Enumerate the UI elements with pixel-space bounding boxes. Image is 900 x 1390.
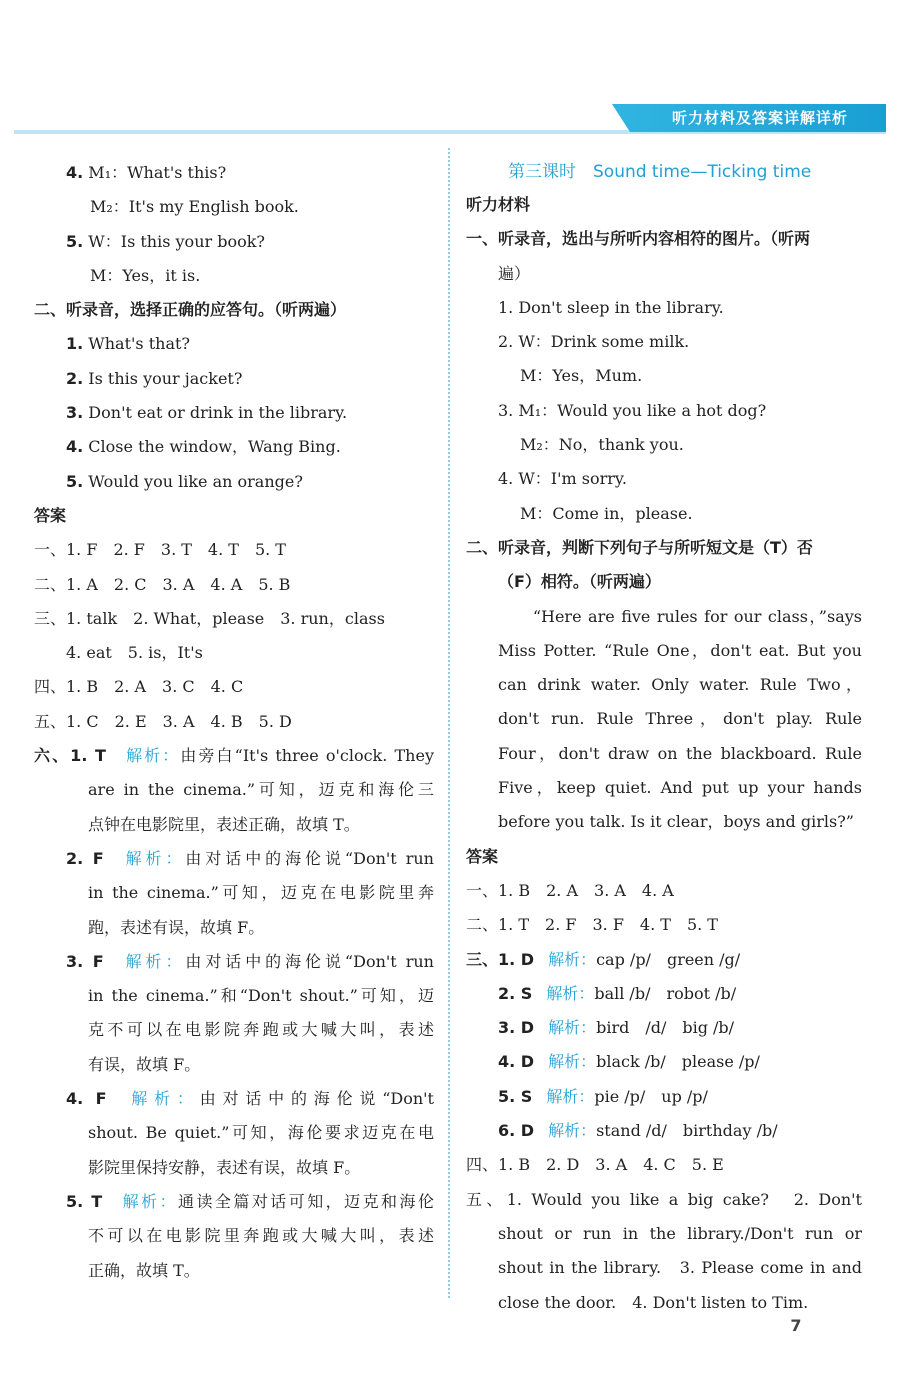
line-text: 一、1. F 2. F 3. T 4. T 5. T (34, 540, 286, 560)
text-line (34, 568, 434, 602)
analysis-label: 解析： (546, 983, 595, 1003)
line-text: 四、1. B 2. A 3. C 4. C (34, 677, 244, 697)
phonics-text: black /b/ please /p/ (596, 1052, 760, 1072)
section-heading: 答案 (466, 846, 499, 866)
analysis-line (34, 1185, 434, 1219)
text-line (466, 1217, 862, 1251)
analysis-text: 点钟在电影院里，表述正确，故填 T。 (88, 814, 360, 834)
analysis-line (34, 1151, 434, 1185)
line-text: 2. W：Drink some milk. (498, 332, 690, 352)
analysis-text: 影院里保持安静，表述有误，故填 F。 (88, 1157, 361, 1177)
line-text: Don't eat or drink in the library. (83, 403, 348, 423)
text-line (466, 291, 862, 325)
line-text: Would you like an orange? (83, 471, 303, 491)
analysis-label: 解析： (548, 1052, 597, 1072)
line-text: “Here are five rules for our class，”says (498, 606, 862, 626)
line-text: can drink water. Only water. Rule Two， (498, 675, 862, 695)
analysis-text: in the cinema.”可知，迈克在电影院里奔 (88, 883, 434, 903)
analysis-label: 解析： (548, 1121, 597, 1141)
line-text: M：Come in，please. (520, 503, 693, 523)
text-line (34, 430, 434, 464)
text-line (34, 327, 434, 361)
line-text: M₂：No，thank you. (520, 435, 684, 455)
line-text: Miss Potter. “Rule One，don't eat. But you (498, 640, 862, 660)
answer-prefix: 3. D (498, 1018, 535, 1038)
phonics-line (466, 1011, 862, 1045)
analysis-line (34, 1048, 434, 1082)
line-text: before you talk. Is it clear，boys and girls?” (498, 812, 854, 832)
text-line (34, 396, 434, 430)
text-line (34, 602, 434, 636)
text-line (466, 908, 862, 942)
section-heading-text: 听录音，选择正确的应答句。（听两遍） (66, 300, 347, 320)
analysis-text: 由旁白“It's three o'clock. They (180, 746, 434, 766)
line-text: shout in the library. 3. Please come in and (498, 1258, 862, 1278)
phonics-text: bird /d/ big /b/ (596, 1018, 735, 1038)
analysis-text: are in the cinema.”可知，迈克和海伦三 (88, 780, 434, 800)
phonics-text: stand /d/ birthday /b/ (596, 1121, 778, 1141)
analysis-line (34, 739, 434, 773)
text-line (466, 394, 862, 428)
analysis-text: 由对话中的海伦说“Don't run (185, 951, 434, 971)
analysis-line (34, 808, 434, 842)
line-text: Five，keep quiet. And put up your hands (498, 778, 862, 798)
text-line (466, 531, 862, 565)
line-text: 一、1. B 2. A 3. A 4. A (466, 880, 674, 900)
answer-prefix: 5. S (498, 1086, 533, 1106)
item-number: 3. (66, 403, 84, 423)
text-line (466, 222, 862, 256)
line-text: W：Is this your book? (83, 231, 266, 251)
text-line (34, 499, 434, 533)
phonics-line (466, 1045, 862, 1079)
analysis-line (34, 1013, 434, 1047)
answer-prefix: 2. S (498, 983, 533, 1003)
analysis-text: 正确，故填 T。 (88, 1260, 200, 1280)
analysis-text: 通读全篇对话可知，迈克和海伦 (178, 1191, 434, 1211)
analysis-label: 解析： (121, 951, 186, 971)
text-line (466, 874, 862, 908)
analysis-text: 有误，故填 F。 (88, 1054, 201, 1074)
answer-prefix: 三、1. D (466, 949, 535, 969)
analysis-label: 解析： (546, 1086, 595, 1106)
line-text: 遍） (498, 263, 531, 283)
left-column (34, 156, 434, 1288)
analysis-text: 跑，表述有误，故填 F。 (88, 917, 265, 937)
text-line (34, 259, 434, 293)
analysis-label: 解析： (120, 1191, 178, 1211)
phonics-line (466, 1080, 862, 1114)
line-text: 二、1. A 2. C 3. A 4. A 5. B (34, 574, 291, 594)
line-text: 1. Don't sleep in the library. (498, 297, 724, 317)
text-line (466, 462, 862, 496)
analysis-line (34, 1082, 434, 1116)
line-text: Is this your jacket? (83, 368, 243, 388)
analysis-line (34, 1254, 434, 1288)
line-text: 3. M₁：Would you like a hot dog? (498, 400, 767, 420)
text-line (466, 1148, 862, 1182)
lesson-title: 第三课时 Sound time—Ticking time (508, 162, 812, 182)
analysis-label: 解析： (548, 1018, 597, 1038)
section-heading: 二、听录音，判断下列句子与所听短文是（T）否 (466, 537, 813, 557)
text-line (34, 362, 434, 396)
section-heading-text: 答案 (34, 505, 67, 525)
line-text: Four，don't draw on the blackboard. Rule (498, 743, 862, 763)
item-number: 4. (66, 437, 84, 457)
item-number: 5. (66, 471, 84, 491)
text-line (34, 705, 434, 739)
line-text: don't run. Rule Three，don't play. Rule (498, 709, 862, 729)
text-line (466, 359, 862, 393)
line-text: 五、1. C 2. E 3. A 4. B 5. D (34, 711, 292, 731)
answer-prefix: 六、1. T (34, 746, 106, 766)
analysis-line (34, 911, 434, 945)
text-line (466, 497, 862, 531)
answer-prefix: 3. F (66, 951, 104, 971)
answer-prefix: 4. F (66, 1089, 107, 1109)
line-text: M₂：It's my English book. (90, 197, 299, 217)
text-line (466, 840, 862, 874)
section-heading: 听力材料 (466, 195, 531, 214)
phonics-text: pie /p/ up /p/ (594, 1086, 708, 1106)
text-line (466, 565, 862, 599)
answer-prefix: 2. F (66, 848, 104, 868)
item-number: 1. (66, 334, 84, 354)
analysis-line (34, 842, 434, 876)
text-line (466, 1286, 862, 1320)
text-line (466, 188, 862, 222)
right-column (466, 156, 862, 1320)
analysis-text: shout. Be quiet.”可知，海伦要求迈克在电 (88, 1123, 434, 1143)
text-line (466, 634, 862, 668)
analysis-line (34, 1219, 434, 1253)
line-text: 4. eat 5. is，It's (66, 643, 203, 663)
phonics-line (466, 943, 862, 977)
item-number: 5. (66, 231, 84, 251)
line-text: close the door. 4. Don't listen to Tim. (498, 1292, 809, 1312)
analysis-line (34, 1116, 434, 1150)
text-line (34, 533, 434, 567)
analysis-line (34, 773, 434, 807)
text-line (466, 668, 862, 702)
text-line (466, 257, 862, 291)
line-text: shout or run in the library./Don't run or (498, 1223, 862, 1243)
text-line (466, 428, 862, 462)
text-line (34, 670, 434, 704)
answer-prefix: 6. D (498, 1121, 535, 1141)
answer-prefix: 4. D (498, 1052, 535, 1072)
analysis-label: 解析： (121, 848, 186, 868)
analysis-line (34, 945, 434, 979)
text-line (466, 805, 862, 839)
line-text: Close the window，Wang Bing. (83, 437, 341, 457)
analysis-text: 克不可以在电影院奔跑或大喊大叫，表述 (88, 1020, 434, 1040)
text-line (466, 325, 862, 359)
text-line (466, 600, 862, 634)
line-text: 二、1. T 2. F 3. F 4. T 5. T (466, 915, 718, 935)
analysis-text: 由对话中的海伦说“Don't run (185, 848, 434, 868)
line-text: M：Yes，Mum. (520, 366, 643, 386)
analysis-text: 不可以在电影院里奔跑或大喊大叫，表述 (88, 1226, 434, 1246)
analysis-label: 解析： (124, 1089, 200, 1109)
line-text: 4. W：I'm sorry. (498, 469, 627, 489)
text-line (34, 225, 434, 259)
analysis-text: 由对话中的海伦说“Don't (199, 1089, 434, 1109)
line-text: 五、1. Would you like a big cake? 2. Don't (466, 1189, 862, 1209)
analysis-line (34, 876, 434, 910)
text-line (466, 1251, 862, 1285)
line-text: What's that? (83, 334, 190, 354)
text-line (466, 702, 862, 736)
section-heading: 一、听录音，选出与所听内容相符的图片。（听两 (466, 229, 811, 249)
text-line (34, 156, 434, 190)
phonics-line (466, 977, 862, 1011)
item-number: 2. (66, 368, 84, 388)
text-line (34, 293, 434, 327)
analysis-text: in the cinema.”和“Don't shout.”可知，迈 (88, 986, 434, 1006)
text-line (34, 636, 434, 670)
page-number: 7 (790, 1316, 802, 1335)
line-text: 四、1. B 2. D 3. A 4. C 5. E (466, 1155, 724, 1175)
analysis-label: 解析： (123, 746, 181, 766)
section-heading: 二、 (34, 300, 67, 320)
column-divider (448, 148, 452, 1298)
text-line (466, 1183, 862, 1217)
analysis-line (34, 979, 434, 1013)
section-heading: （F）相符。（听两遍） (498, 572, 661, 592)
line-text: 三、1. talk 2. What，please 3. run，class (34, 608, 385, 628)
phonics-text: ball /b/ robot /b/ (594, 983, 737, 1003)
item-number: 4. (66, 163, 84, 182)
text-line (466, 737, 862, 771)
analysis-label: 解析： (548, 949, 597, 969)
text-line (34, 190, 434, 224)
line-text: M：Yes，it is. (90, 265, 201, 285)
phonics-line (466, 1114, 862, 1148)
header-title: 听力材料及答案详解详析 (671, 109, 848, 127)
phonics-text: cap /p/ green /g/ (596, 949, 741, 969)
answer-prefix: 5. T (66, 1191, 103, 1211)
text-line (466, 771, 862, 805)
line-text: M₁：What's this? (83, 163, 227, 182)
text-line (34, 465, 434, 499)
